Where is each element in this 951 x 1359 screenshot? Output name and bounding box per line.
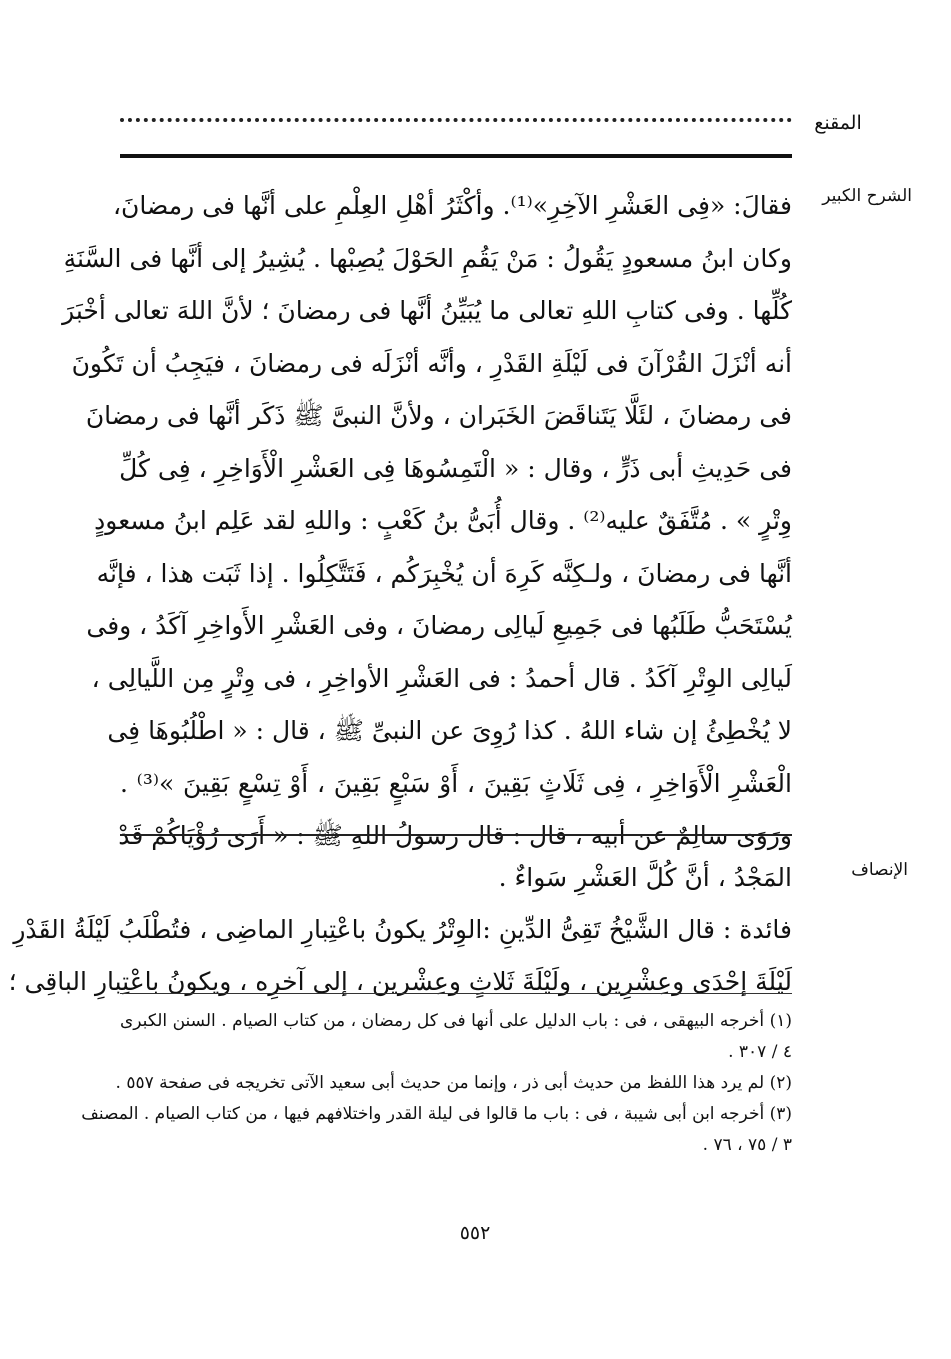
insaf-line: المَجْدُ ، أنَّ كُلَّ العَشْرِ سَواءٌ . [498, 863, 792, 892]
sharh-margin-label: الشرح الكبير [822, 186, 912, 206]
header-book-title: المقنع [814, 112, 862, 134]
insaf-text-block [8, 852, 792, 1008]
footnote-line: (٢) لم يرد هذا اللفظ من حديث أبى ذر ، وإنما من حديث أبى سعيد الآتى تخريجه فى صفحة ٥٥٧ . [115, 1073, 792, 1093]
header-dotted-rule [120, 118, 792, 122]
sharh-line: ورَوَى سالِمٌ عن أبيه ، قال : قال رسولُ اللهِ ﷺ : « أَرَى رُؤْيَاكُمْ قَدْ [118, 821, 792, 850]
header-solid-rule [120, 154, 792, 158]
section-divider [120, 834, 792, 836]
sharh-line: وكان ابنُ مسعودٍ يَقُولُ : مَنْ يَقُمِ الحَوْلَ يُصِبْها . يُشِيرُ إلى أنَّها فى السَّنَةِ [63, 243, 792, 273]
sharh-line: لَيالِى الوِتْرِ آكَدُ . قال أحمدُ : فى العَشْرِ الأواخِرِ ، فى وِتْرٍ مِن اللَّيالِى ، [91, 663, 792, 693]
footnote-line: ٣ / ٧٥ ، ٧٦ . [702, 1135, 792, 1155]
sharh-line: فى حَدِيثِ أبى ذَرٍّ ، وقال : « الْتَمِسُوهَا فِى العَشْرِ الْأَوَاخِرِ ، فِى كُلِّ [119, 453, 792, 483]
sharh-line: لا يُخْطِئُ إن شاء اللهُ . كذا رُوِىَ عن النبىِّ ﷺ ، قال : « اطْلُبُوهَا فِى [107, 716, 792, 745]
insaf-margin-label: الإنصاف [851, 860, 908, 880]
footnote-line: ٤ / ٣٠٧ . [728, 1042, 792, 1062]
insaf-line: فائدة : قال الشَّيْخُ تَقِىُّ الدِّينِ :الوِتْرُ يكونُ باعْتِبارِ الماضِى ، فتُطْلَبُ لَيْلَةُ القَدْرِ [13, 915, 792, 944]
sharh-line: فقالَ: «فِى العَشْرِ الآخِرِ»⁽¹⁾. وأكْثَرُ أهْلِ العِلْمِ على أنَّها فى رمضانَ، [112, 191, 792, 220]
footnote-line: (٣) أخرجه ابن أبى شيبة ، فى : باب ما قالوا فى ليلة القدر واختلافهم فيها ، من كتاب الصيام . المصنف [81, 1104, 792, 1124]
insaf-line: لَيْلَةَ إحْدَى وعِشْرِين ، ولَيْلَةَ ثَلاثٍ وعِشْرين ، إلى آخرِه ، ويكونُ باعْتِبارِ الباقِى ؛ [8, 967, 792, 996]
sharh-line: أنه أنْزَلَ القُرْآنَ فى لَيْلَةِ القَدْرِ ، وأنَّه أنْزَلَه فى رمضانَ ، فيَجِبُ أن تَكُونَ [71, 348, 792, 378]
sharh-line: الْعَشْرِ الْأَوَاخِرِ ، فِى ثَلَاثٍ بَقِينَ ، أَوْ سَبْعٍ بَقِينَ ، أَوْ تِسْعٍ بَقِينَ »⁽³⁾ . [120, 768, 792, 798]
page-number: ٥٥٢ [459, 1222, 491, 1244]
sharh-line: يُسْتَحَبُّ طَلَبُها فى جَمِيعِ لَيالِى رمضانَ ، وفى العَشْرِ الأَواخِرِ آكَدُ ، وفى [86, 611, 792, 640]
sharh-text-block [62, 180, 792, 863]
footnote-divider [120, 993, 792, 994]
footnotes-block [81, 1006, 792, 1161]
sharh-line: أنَّها فى رمضانَ ، ولـكِنَّه كَرِهَ أن يُخْبِرَكُم ، فَتَتَّكِلُوا . إذا ثَبَت هذا ، فإنَّه [96, 558, 792, 588]
sharh-line: فى رمضانَ ، لئَلَّا يَتَناقَضَ الخَبَران ، ولأنَّ النبىَّ ﷺ ذَكَر أنَّها فى رمضانَ [85, 401, 792, 430]
footnote-line: (١) أخرجه البيهقى ، فى : باب الدليل على أنها فى كل رمضان ، من كتاب الصيام . السنن الكبرى [120, 1011, 792, 1031]
sharh-line: وِتْرٍ » . مُتَّفَقٌ عليه⁽²⁾ . وقال أُبَىُّ بنُ كَعْبٍ : واللهِ لقد عَلِم ابنُ مسعودٍ [94, 506, 792, 535]
sharh-line: كُلِّها . وفى كتابِ اللهِ تعالى ما يُبَيِّنُ أنَّها فى رمضانَ ؛ لأنَّ اللهَ تعالى أخْبَرَ [62, 296, 792, 325]
